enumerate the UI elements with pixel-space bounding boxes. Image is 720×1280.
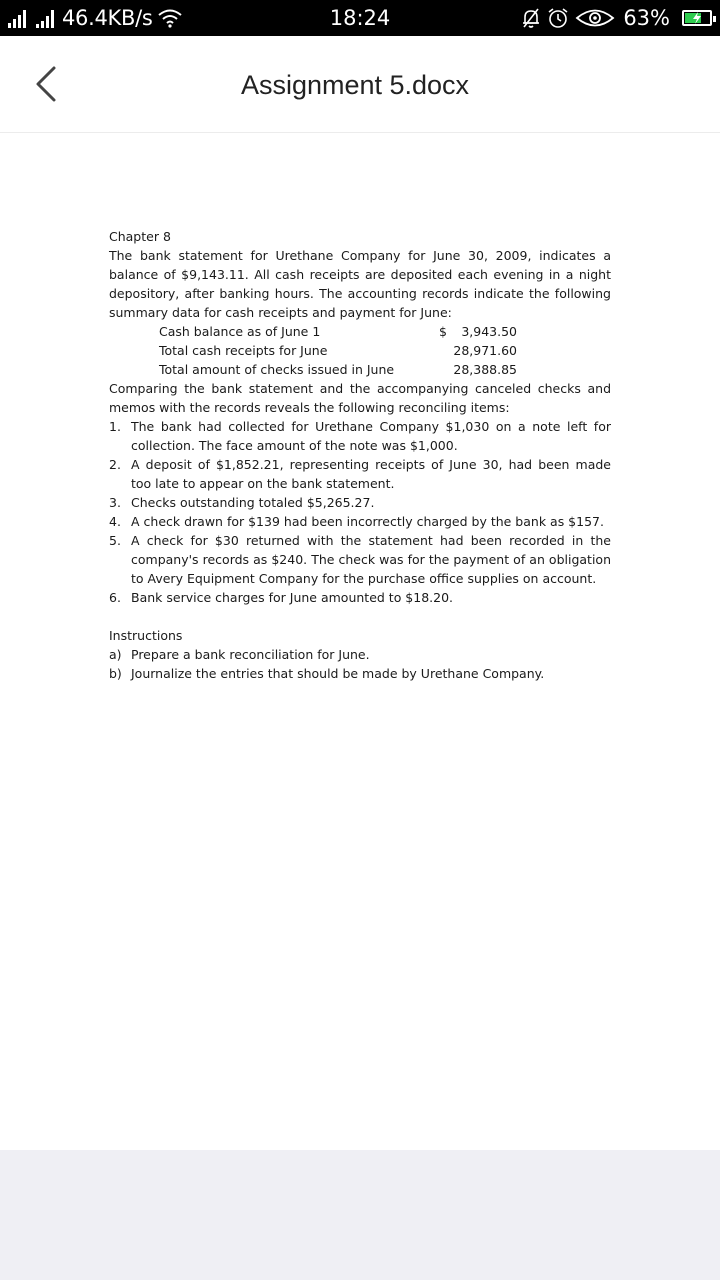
instruction-text: Journalize the entries that should be made by Urethane Company.	[131, 666, 545, 681]
item-text: The bank had collected for Urethane Company $1,030 on a note left for collection. The face amount of the note was $1,000.	[131, 419, 611, 453]
item-text: A check for $30 returned with the statement had been recorded in the company's records as $240. The check was for the payment of an obligation to Avery Equipment Company for the purchase office supplies on account.	[131, 533, 611, 586]
list-item	[109, 455, 611, 493]
status-bar	[0, 0, 720, 36]
instructions-heading: Instructions	[109, 628, 183, 643]
summary-table	[159, 322, 517, 379]
document-page[interactable]	[0, 133, 720, 1150]
instruction-letter: b)	[109, 666, 122, 681]
item-number: 3.	[109, 495, 121, 510]
summary-value: 3,943.50	[461, 324, 517, 339]
viewer-background	[0, 1150, 720, 1280]
summary-label: Cash balance as of June 1	[159, 324, 321, 339]
summary-label: Total cash receipts for June	[159, 343, 328, 358]
battery-charging-icon	[682, 10, 712, 26]
summary-label: Total amount of checks issued in June	[159, 362, 395, 377]
instruction-item	[109, 645, 611, 664]
battery-percent: 63%	[623, 6, 670, 30]
item-text: Bank service charges for June amounted to $18.20.	[131, 590, 454, 605]
item-number: 2.	[109, 457, 121, 472]
item-number: 5.	[109, 533, 121, 548]
list-item	[109, 417, 611, 455]
instruction-letter: a)	[109, 647, 122, 662]
summary-value: 28,971.60	[453, 343, 517, 358]
item-text: A check drawn for $139 had been incorrectly charged by the bank as $157.	[131, 514, 604, 529]
clock: 18:24	[329, 6, 391, 30]
eye-protection-icon	[575, 7, 615, 29]
network-speed: 46.4KB/s	[62, 6, 153, 30]
list-item	[109, 588, 611, 607]
summary-row	[159, 341, 517, 360]
summary-row	[159, 322, 517, 341]
item-text: A deposit of $1,852.21, representing receipts of June 30, had been made too late to appear on the bank statement.	[131, 457, 611, 491]
item-number: 6.	[109, 590, 121, 605]
chapter-heading: Chapter 8	[109, 229, 171, 244]
list-item	[109, 512, 611, 531]
app-header	[0, 36, 720, 133]
item-text: Checks outstanding totaled $5,265.27.	[131, 495, 375, 510]
instruction-text: Prepare a bank reconciliation for June.	[131, 647, 370, 662]
status-right	[521, 0, 712, 36]
summary-currency: $	[439, 324, 447, 339]
list-item	[109, 531, 611, 588]
item-number: 1.	[109, 419, 121, 434]
instruction-item	[109, 664, 611, 683]
reconciling-items-list	[109, 417, 611, 607]
intro-paragraph: The bank statement for Urethane Company for June 30, 2009, indicates a balance of $9,143.11. All cash receipts are deposited each evening in a night depository, after banking hours. The accounting records indicate the following summary data for cash receipts and payment for June:	[109, 248, 611, 320]
alarm-icon	[547, 7, 569, 29]
document-content	[109, 227, 611, 683]
item-number: 4.	[109, 514, 121, 529]
document-title: Assignment 5.docx	[240, 70, 470, 100]
summary-value: 28,388.85	[453, 362, 517, 377]
summary-row	[159, 360, 517, 379]
list-item	[109, 493, 611, 512]
notifications-muted-icon	[521, 7, 541, 29]
comparison-paragraph: Comparing the bank statement and the accompanying canceled checks and memos with the records reveals the following reconciling items:	[109, 381, 611, 415]
